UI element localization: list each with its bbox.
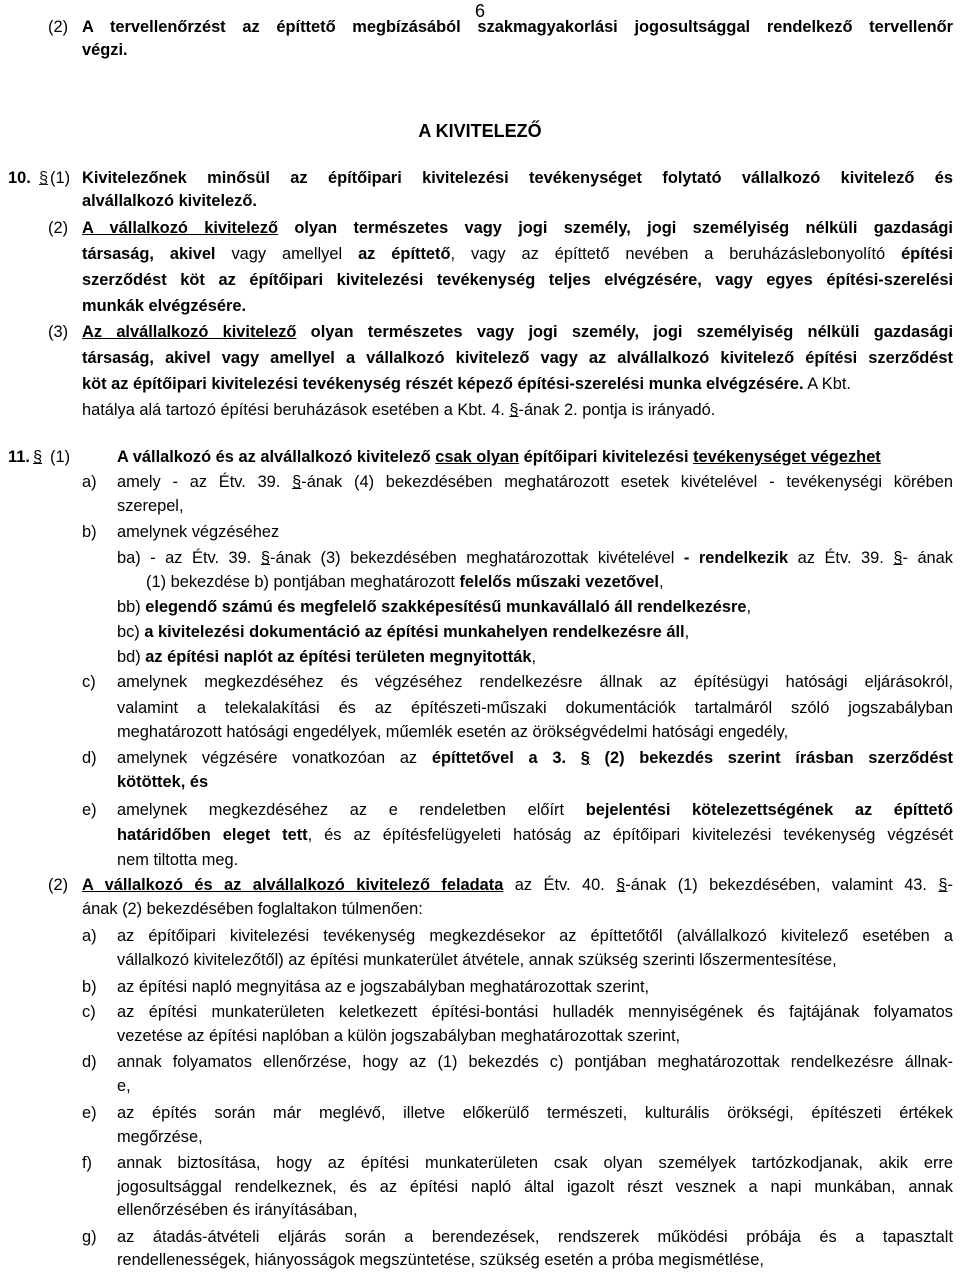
para-number: (2): [48, 876, 69, 894]
section-sign-link[interactable]: §: [292, 473, 302, 491]
text-run: elegendő számú és megfelelő szakképesítésű munkavállaló áll rendelkezésre: [145, 598, 747, 616]
section-number: 10.: [8, 169, 31, 187]
text-run: ,: [531, 648, 536, 666]
list-item-line: az átadás-átvételi eljárás során a berendezések, rendszerek működési próbája és a tapasztalt: [117, 1228, 953, 1246]
paragraph-line: [117, 447, 881, 468]
paragraph-line: alvállalkozó kivitelező.: [82, 192, 257, 210]
text-run: csak olyan: [435, 448, 520, 466]
list-item-line: [117, 800, 953, 821]
list-item-line: valamint a telekalakítási és az építészeti-műszaki dokumentációk tartalmáról szóló jogszabályban: [117, 699, 953, 717]
text-run: amelynek megkezdéséhez az e rendeletben előírt: [117, 801, 586, 819]
text-run: az Étv. 40.: [503, 876, 617, 894]
text-run: ,: [684, 623, 690, 641]
list-item-line: [117, 748, 953, 769]
list-marker: c): [82, 673, 96, 691]
list-item-line: kötöttek, és: [117, 773, 209, 791]
list-item-line: megőrzése,: [117, 1128, 203, 1146]
list-item-line: [117, 647, 536, 668]
list-marker: f): [82, 1154, 93, 1172]
list-item-line: [117, 825, 953, 846]
paragraph-line: szerződést köt az építőipari kivitelezési tevékenység teljes elvégzésére, vagy egyes építési-szerelési: [82, 271, 953, 289]
list-marker: d): [82, 749, 97, 767]
section-heading: A KIVITELEZŐ: [418, 121, 542, 141]
list-marker: e): [82, 801, 97, 819]
list-item-line: [117, 548, 953, 569]
list-item-line: [117, 472, 953, 493]
list-marker: e): [82, 1104, 97, 1122]
text-run: bb): [117, 598, 146, 616]
text-run: , és az építésfelügyeleti hatóság az építőipari kivitelezési tevékenység végzését: [307, 826, 953, 844]
list-item-line: ellenőrzésében és irányításában,: [117, 1201, 358, 1219]
text-run: -ának 2. pontja is irányadó.: [518, 401, 716, 419]
text-run: építtetővel a 3.: [431, 749, 581, 767]
list-item-line: amelynek megkezdéséhez és végzéséhez rendelkezésre állnak az építésügyi hatósági eljárásokról,: [117, 673, 953, 691]
text-run: köt az építőipari kivitelezési tevékenység részét képező építési-szerelési munka elvégzésére.: [82, 375, 804, 393]
text-run: A vállalkozó és az alvállalkozó kivitelező: [117, 448, 436, 466]
text-run: felelős műszaki vezetővel: [459, 573, 659, 591]
para-number: (2): [48, 219, 69, 237]
text-run: az építési naplót az építési területen megnyitották: [145, 648, 532, 666]
list-item-line: az építés során már meglévő, illetve előkerülő természeti, kulturális örökségi, építészeti értékek: [117, 1104, 953, 1122]
text-run: amelynek végzésére vonatkozóan az: [117, 749, 432, 767]
list-marker: g): [82, 1228, 97, 1246]
text-run: -ának (1) bekezdésében, valamint 43.: [625, 876, 939, 894]
text-run: építési: [901, 245, 953, 263]
section-sign-link[interactable]: §: [616, 876, 626, 894]
text-run: vagy amellyel: [215, 245, 359, 263]
paragraph-line: [82, 322, 953, 343]
paragraph-line: munkák elvégzésére.: [82, 297, 247, 315]
section-number: 11.: [8, 448, 30, 466]
text-run: ,: [746, 598, 752, 616]
list-item-line: nem tiltotta meg.: [117, 851, 239, 869]
list-item-line: az építési munkaterületen keletkezett építési-bontási hulladék mennyiségének és fajtájának folyamatos: [117, 1003, 953, 1021]
section-sign-link[interactable]: §: [938, 876, 948, 894]
section-sign-link[interactable]: §: [509, 401, 519, 419]
list-marker: d): [82, 1053, 97, 1071]
list-item-line: az építési napló megnyitása az e jogszabályban meghatározottak szerint,: [117, 978, 650, 996]
text-run: -ának (3) bekezdésében meghatározottak kivételével: [270, 549, 684, 567]
paragraph-line: [82, 218, 953, 239]
list-marker: b): [82, 523, 97, 541]
list-item-line: szerepel,: [117, 497, 184, 515]
text-run: építőipari kivitelezési: [523, 448, 689, 466]
defined-term: Az alvállalkozó kivitelező: [82, 323, 297, 341]
para-number: (2): [48, 18, 69, 36]
paragraph-line: [82, 875, 953, 896]
text-run: olyan természetes vagy jogi személy, jogi személyiség nélküli gazdasági: [296, 323, 953, 341]
list-item-line: jogosultsággal rendelkeznek, és az építési napló által igazolt részt vesznek a napi munkában, annak: [117, 1178, 953, 1196]
text-run: , vagy az építtető nevében a beruházáslebonyolító: [450, 245, 902, 263]
text-run: ,: [658, 573, 664, 591]
page-number: 6: [474, 1, 485, 21]
list-item-line: annak biztosítása, hogy az építési munkaterületen csak olyan személyek tartózkodjanak, akik erre: [117, 1154, 953, 1172]
text-run: A vállalkozó és az alvállalkozó kivitelező feladata: [82, 876, 504, 894]
text-run: ba) - az Étv. 39.: [117, 549, 261, 567]
section-sign-link[interactable]: §: [39, 169, 49, 187]
text-run: hatálya alá tartozó építési beruházások esetében a Kbt. 4.: [82, 401, 510, 419]
text-run: (1) bekezdése b) pontjában meghatározott: [146, 573, 460, 591]
text-run: a kivitelezési dokumentáció az építési munkahelyen rendelkezésre áll: [144, 623, 685, 641]
defined-term: A vállalkozó kivitelező: [82, 219, 279, 237]
list-item-line: [117, 622, 689, 643]
text-run: bc): [117, 623, 145, 641]
paragraph-line: végzi.: [82, 41, 128, 59]
text-run: -: [947, 876, 953, 894]
text-run: tevékenységet végezhet: [693, 448, 881, 466]
list-item-line: amelynek végzéséhez: [117, 523, 280, 541]
list-item-line: rendellenességek, hiányosságok megszüntetése, szükség esetén a próba megismétlése,: [117, 1251, 764, 1269]
text-run: amely - az Étv. 39.: [117, 473, 293, 491]
list-marker: a): [82, 927, 97, 945]
section-sign-link[interactable]: §: [260, 549, 270, 567]
text-run: társaság, akivel: [82, 245, 216, 263]
list-item-line: az építőipari kivitelezési tevékenység megkezdésekor az építtetőtől (alvállalkozó kivitelező esetében a: [117, 927, 953, 945]
list-marker: a): [82, 473, 97, 491]
para-number: (3): [48, 323, 69, 341]
text-run: bejelentési kötelezettségének az építtető: [585, 801, 953, 819]
text-run: határidőben eleget tett: [117, 826, 308, 844]
paragraph-line: [82, 244, 953, 265]
list-marker: c): [82, 1003, 96, 1021]
para-number: (1): [50, 169, 71, 187]
para-number: (1): [50, 448, 71, 466]
paragraph-line: [82, 400, 715, 421]
list-marker: b): [82, 978, 97, 996]
text-run: -ának (4) bekezdésében meghatározott esetek kivételével - tevékenységi körében: [301, 473, 953, 491]
text-run: A Kbt.: [803, 375, 851, 393]
paragraph-line: Kivitelezőnek minősül az építőipari kivitelezési tevékenységet folytató vállalkozó kivitelező és: [82, 169, 953, 187]
section-sign-link[interactable]: §: [580, 749, 590, 767]
text-run: az Étv. 39.: [788, 549, 894, 567]
section-sign-link[interactable]: §: [893, 549, 903, 567]
list-item-line: vállalkozó kivitelezőtől) az építési munkaterület átvétele, annak szükség szerinti lőszermentesítése,: [117, 951, 837, 969]
list-item-line: annak folyamatos ellenőrzése, hogy az (1) bekezdés c) pontjában meghatározottak rendelkezésre állnak-: [117, 1053, 953, 1071]
paragraph-line: A tervellenőrzést az építtető megbízásából szakmagyakorlási jogosultsággal rendelkező tervellenőr: [82, 18, 953, 36]
text-run: olyan természetes vagy jogi személy, jogi személyiség nélküli gazdasági: [278, 219, 953, 237]
section-sign-link[interactable]: §: [33, 448, 43, 466]
text-run: - ának: [902, 549, 953, 567]
list-item-line: meghatározott hatósági engedélyek, műemlék esetén az örökségvédelmi hatósági engedély,: [117, 723, 789, 741]
list-item-line: e,: [117, 1077, 131, 1095]
list-item-line: [146, 572, 664, 593]
list-item-line: vezetése az építési naplóban a külön jogszabályban meghatározottak szerint,: [117, 1027, 681, 1045]
paragraph-line: társaság, akivel vagy amellyel a vállalkozó kivitelező vagy az alvállalkozó kivitelező építési szerződést: [82, 349, 953, 367]
text-run: az építtető: [358, 245, 451, 263]
paragraph-line: ának (2) bekezdésében foglaltakon túlmenően:: [82, 900, 423, 918]
text-run: (2) bekezdés szerint írásban szerződést: [589, 749, 954, 767]
text-run: bd): [117, 648, 146, 666]
paragraph-line: [82, 374, 851, 395]
text-run: - rendelkezik: [683, 549, 789, 567]
list-item-line: [117, 597, 751, 618]
